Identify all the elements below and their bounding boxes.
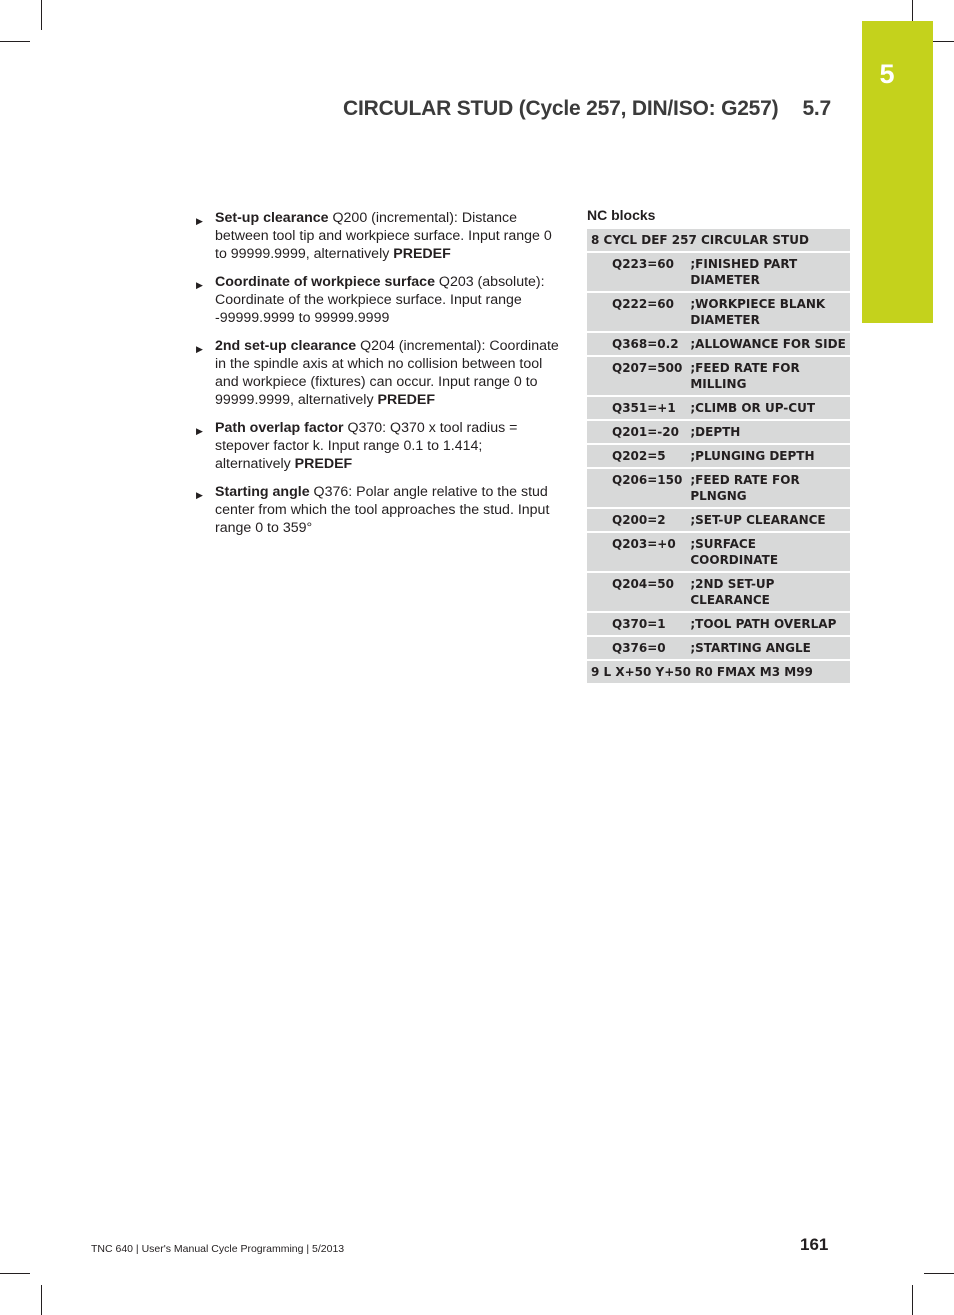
nc-comment: ;SET-UP CLEARANCE [686, 508, 850, 532]
running-head-title: CIRCULAR STUD (Cycle 257, DIN/ISO: G257) [343, 97, 779, 120]
parameter-name: Path overlap factor [215, 420, 344, 436]
bullet-triangle-icon: ▶ [196, 490, 203, 500]
parameter-predef: PREDEF [393, 246, 451, 262]
nc-row [587, 636, 850, 660]
nc-comment: ;CLIMB OR UP-CUT [686, 396, 850, 420]
nc-comment: ;FINISHED PART DIAMETER [686, 252, 850, 292]
nc-comment: ;STARTING ANGLE [686, 636, 850, 660]
bullet-triangle-icon: ▶ [196, 344, 203, 354]
nc-comment: ;2ND SET-UP CLEARANCE [686, 572, 850, 612]
crop-mark [0, 41, 30, 42]
parameter-name: Starting angle [215, 484, 310, 500]
nc-code: Q207=500 [587, 356, 686, 396]
nc-row [587, 356, 850, 396]
crop-mark [41, 1285, 42, 1315]
nc-comment: ;ALLOWANCE FOR SIDE [686, 332, 850, 356]
parameter-description: Q370: Q370 x tool radius = stepover factor k. Input range 0.1 to 1.414; alternatively [215, 420, 518, 472]
nc-code: Q203=+0 [587, 532, 686, 572]
nc-code: Q351=+1 [587, 396, 686, 420]
nc-comment: ;SURFACE COORDINATE [686, 532, 850, 572]
crop-mark [0, 1273, 30, 1274]
bullet-triangle-icon: ▶ [196, 280, 203, 290]
nc-code: Q370=1 [587, 612, 686, 636]
crop-mark [924, 1273, 954, 1274]
nc-code: Q204=50 [587, 572, 686, 612]
parameter-name: Set-up clearance [215, 210, 329, 226]
nc-row [587, 252, 850, 292]
nc-first-line-text: 8 CYCL DEF 257 CIRCULAR STUD [587, 229, 850, 252]
nc-row [587, 292, 850, 332]
chapter-number: 5 [879, 59, 895, 89]
nc-first-line [587, 229, 850, 252]
nc-blocks-title: NC blocks [587, 207, 656, 223]
parameter-predef: PREDEF [294, 456, 353, 472]
parameter-name: 2nd set-up clearance [215, 338, 357, 354]
page-number: 161 [800, 1235, 829, 1254]
bullet-triangle-icon: ▶ [196, 216, 203, 226]
chapter-tab [862, 21, 933, 323]
parameter-description: Q204 (incremental): Coordinate in the spindle axis at which no collision between tool and workpiece (fixtures) can occur. Input range 0 to 99999.9999, alternatively [215, 338, 559, 408]
nc-row [587, 468, 850, 508]
nc-row [587, 572, 850, 612]
running-head-section: 5.7 [802, 97, 832, 120]
nc-comment: ;TOOL PATH OVERLAP [686, 612, 850, 636]
nc-code: Q223=60 [587, 252, 686, 292]
running-head [343, 97, 831, 121]
nc-code: Q222=60 [587, 292, 686, 332]
parameter-item [194, 419, 559, 473]
parameter-item [194, 337, 559, 409]
parameter-item [194, 483, 559, 537]
nc-row [587, 508, 850, 532]
nc-comment: ;DEPTH [686, 420, 850, 444]
parameter-description: Q376: Polar angle relative to the stud center from which the tool approaches the stud. Input range 0 to 359° [215, 484, 550, 536]
nc-code: Q368=0.2 [587, 332, 686, 356]
bullet-triangle-icon: ▶ [196, 426, 203, 436]
parameter-name: Coordinate of workpiece surface [215, 274, 435, 290]
nc-comment: ;WORKPIECE BLANK DIAMETER [686, 292, 850, 332]
nc-code: Q202=5 [587, 444, 686, 468]
nc-row [587, 532, 850, 572]
nc-row [587, 396, 850, 420]
parameter-predef: PREDEF [377, 392, 436, 408]
nc-last-line-text: 9 L X+50 Y+50 R0 FMAX M3 M99 [587, 660, 850, 684]
parameter-list [194, 209, 559, 547]
parameter-description: Q203 (absolute): Coordinate of the workpiece surface. Input range -99999.9999 to 99999.9999 [215, 274, 545, 326]
nc-row [587, 332, 850, 356]
nc-last-line [587, 660, 850, 684]
nc-comment: ;PLUNGING DEPTH [686, 444, 850, 468]
nc-comment: ;FEED RATE FOR MILLING [686, 356, 850, 396]
nc-comment: ;FEED RATE FOR PLNGNG [686, 468, 850, 508]
nc-row [587, 612, 850, 636]
crop-mark [41, 0, 42, 30]
nc-blocks-table [587, 229, 850, 685]
parameter-item [194, 209, 559, 263]
nc-row [587, 444, 850, 468]
nc-code: Q206=150 [587, 468, 686, 508]
nc-code: Q376=0 [587, 636, 686, 660]
footer-text: TNC 640 | User's Manual Cycle Programming | 5/2013 [91, 1243, 345, 1255]
nc-code: Q201=-20 [587, 420, 686, 444]
parameter-description: Q200 (incremental): Distance between tool tip and workpiece surface. Input range 0 to 99999.9999, alternatively [215, 210, 552, 262]
crop-mark [912, 1285, 913, 1315]
nc-code: Q200=2 [587, 508, 686, 532]
parameter-item [194, 273, 559, 327]
nc-row [587, 420, 850, 444]
